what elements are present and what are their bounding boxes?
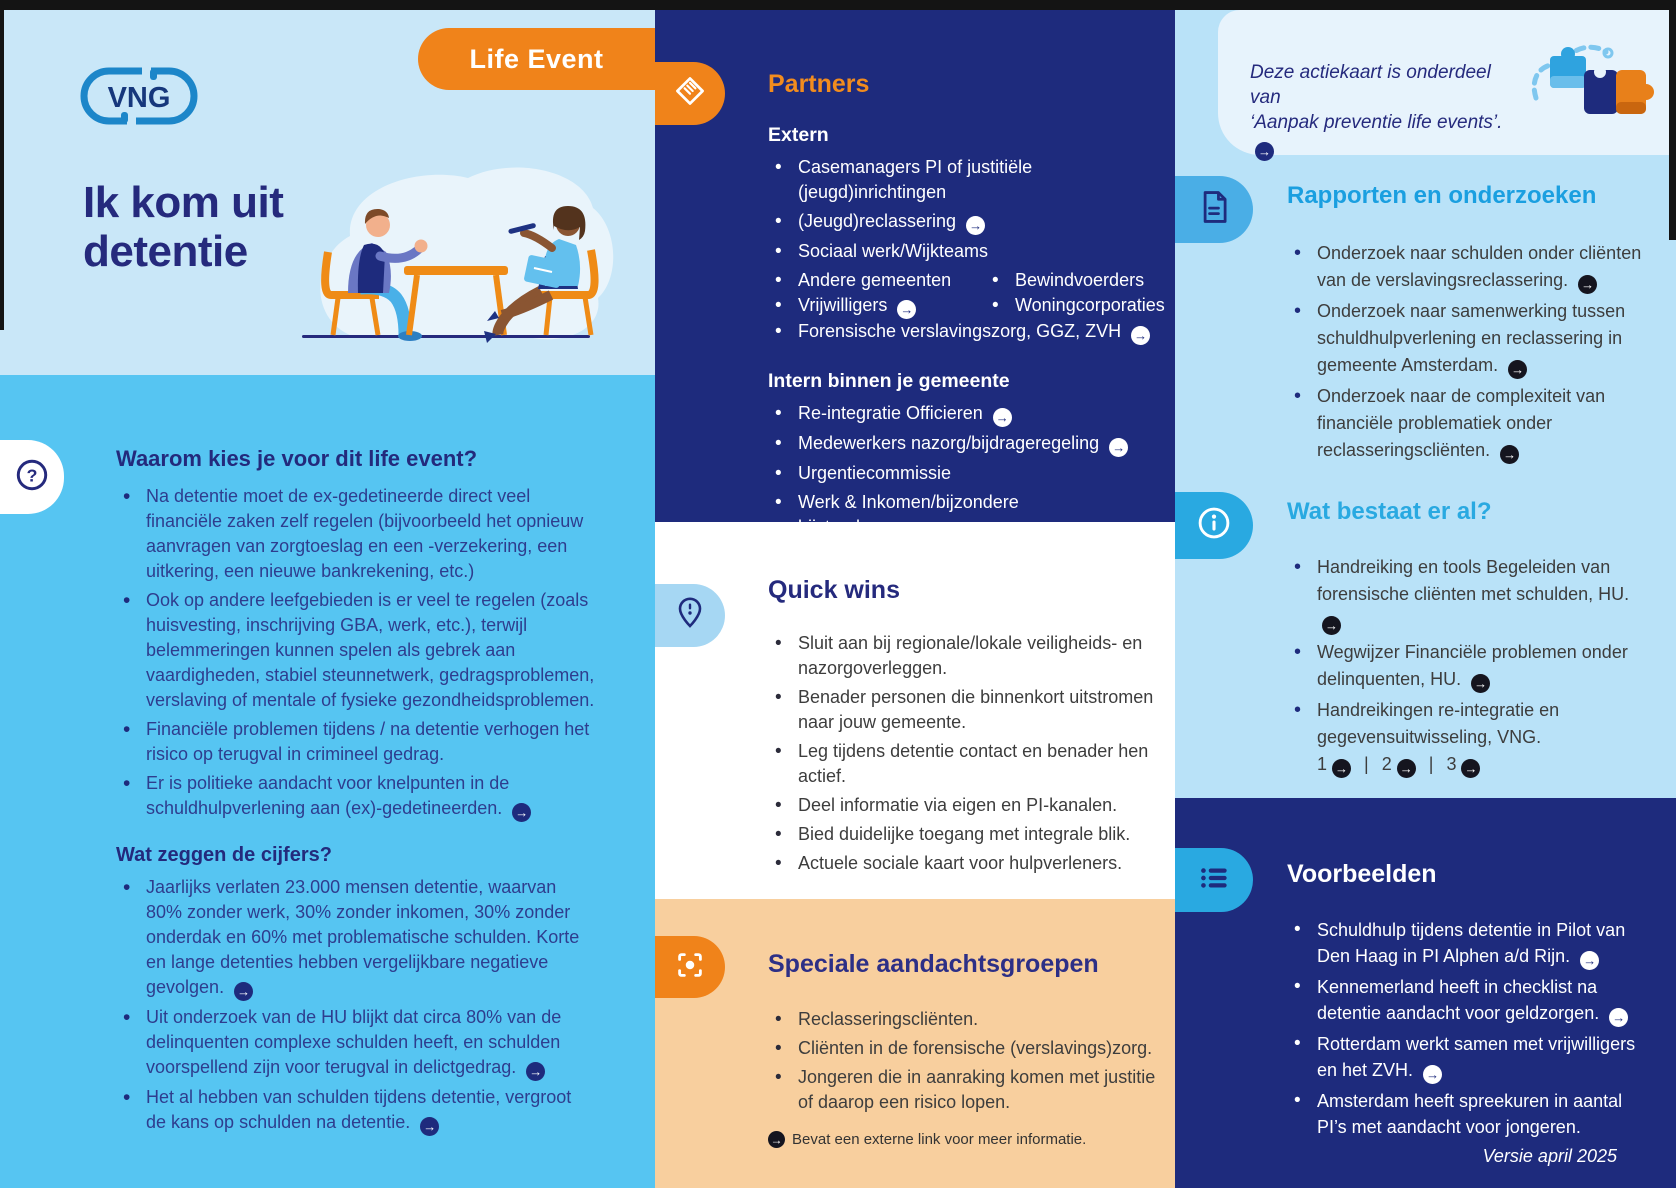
reports-section	[1287, 182, 1657, 468]
vng-logo	[80, 66, 198, 131]
vng-logo-text: VNG	[107, 82, 171, 114]
list-item: • Handreikingen re-integratie en gegevensuitwisseling, VNG. 1 → | 2 → | 3 →	[1287, 697, 1647, 778]
list-item: • Benader personen die binnenkort uitstromen naar jouw gemeente.	[768, 685, 1163, 735]
list-item: • Actuele sociale kaart voor hulpverleners.	[768, 851, 1163, 876]
document-icon	[1194, 187, 1234, 232]
list-item: • Onderzoek naar de complexiteit van financiële problematiek onder reclasseringscliënten. →	[1287, 383, 1647, 464]
special-heading: Speciale aandachtsgroepen	[768, 950, 1099, 978]
list-item: • Sluit aan bij regionale/lokale veiligheids- en nazorgoverleggen.	[768, 631, 1163, 681]
pin-exclamation-icon	[672, 595, 708, 636]
external-link-note: → Bevat een externe link voor meer informatie.	[768, 1131, 1168, 1148]
list-item: • Andere gemeenten	[768, 268, 985, 293]
list-item: • Jaarlijks verlaten 23.000 mensen detentie, waarvan 80% zonder werk, 30% zonder inkomen, 30% zonder onderdak en 60% met problematische schulden. Korte en lange detenties hebben vergelijkbare negatieve gevolgen. →	[116, 875, 596, 1001]
list-item: • Leg tijdens detentie contact en benader hen actief.	[768, 739, 1163, 789]
link-number[interactable]: 3	[1446, 754, 1457, 774]
external-link-arrow-icon[interactable]: →	[966, 216, 985, 235]
list-item: • Forensische verslavingszorg, GGZ, ZVH →	[768, 319, 1078, 345]
external-link-arrow-icon[interactable]: →	[1471, 674, 1490, 693]
external-link-arrow-icon: →	[768, 1131, 785, 1148]
list-item: • Rotterdam werkt samen met vrijwilligers en het ZVH. →	[1287, 1031, 1642, 1084]
list-item: • Jongeren die in aanraking komen met justitie of daarop een risico lopen.	[768, 1065, 1158, 1115]
external-link-arrow-icon[interactable]: →	[1578, 275, 1597, 294]
partners-section	[768, 70, 1168, 544]
list-item: • (Jeugd)reclassering →	[768, 209, 1078, 235]
existing-section	[1287, 498, 1657, 782]
external-link-arrow-icon[interactable]: →	[1508, 360, 1527, 379]
why-heading: Waarom kies je voor dit life event?	[116, 446, 478, 471]
external-link-arrow-icon[interactable]: →	[420, 1117, 439, 1136]
reports-section-tab	[1175, 176, 1253, 243]
external-link-arrow-icon[interactable]: →	[1109, 438, 1128, 457]
numbered-links-line: 1 → | 2 → | 3 →	[1317, 751, 1647, 778]
list-item: • Sociaal werk/Wijkteams	[768, 239, 1078, 264]
list-item: • Amsterdam heeft spreekuren in aantal PI’s met aandacht voor jongeren.	[1287, 1088, 1642, 1140]
list-item: • Onderzoek naar schulden onder cliënten van de verslavingsreclassering. →	[1287, 240, 1647, 294]
meta-line2: ‘Aanpak preventie life events’. →	[1250, 112, 1503, 159]
existing-list	[1287, 554, 1647, 778]
list-item: • Ook op andere leefgebieden is er veel te regelen (zoals huisvesting, inschrijving GBA, werk, etc.), terwijl belemmeringen kunnen spelen als gebrek aan vaardigheden, stabiel steunnetwerk, gedragsproblemen, verslaving of mentale of fysieke gezondheidsproblemen.	[116, 588, 596, 713]
intern-heading: Intern binnen je gemeente	[768, 370, 1010, 392]
list-item: • Na detentie moet de ex-gedetineerde direct veel financiële zaken zelf regelen (bijvoorbeeld het opnieuw aanvragen van zorgtoeslag en een -verzekering, een uitkering, een nieuwe bankrekening, etc.)	[116, 484, 596, 584]
question-icon	[13, 456, 51, 499]
life-event-badge	[418, 28, 655, 90]
external-link-arrow-icon[interactable]: →	[526, 1062, 545, 1081]
external-link-arrow-icon[interactable]: →	[234, 982, 253, 1001]
puzzle-pieces-icon	[1528, 32, 1656, 129]
list-icon	[1195, 859, 1233, 902]
extern-list	[768, 155, 1078, 264]
list-item: • Het al hebben van schulden tijdens detentie, vergroot de kans op schulden na detentie. →	[116, 1085, 596, 1136]
page-title: Ik kom uit detentie	[83, 178, 284, 276]
link-number[interactable]: 1	[1317, 754, 1328, 774]
meta-text	[1250, 60, 1510, 161]
focus-target-icon	[673, 948, 707, 987]
examples-heading: Voorbeelden	[1287, 860, 1437, 888]
list-item: • Onderzoek naar samenwerking tussen schuldhulpverlening en reclassering in gemeente Amsterdam. →	[1287, 298, 1647, 379]
list-item: • Financiële problemen tijdens / na detentie verhogen het risico op terugval in crimineel gedrag.	[116, 717, 596, 767]
external-link-arrow-icon[interactable]: →	[1131, 326, 1150, 345]
meta-line1: Deze actiekaart is onderdeel van	[1250, 62, 1491, 108]
version-label: Versie april 2025	[1482, 1146, 1617, 1166]
examples-section	[1287, 860, 1662, 1144]
partners-heading: Partners	[768, 70, 870, 98]
list-item: • Re-integratie Officieren →	[768, 401, 1078, 427]
handshake-icon	[672, 73, 708, 114]
list-item: • Wegwijzer Financiële problemen onder delinquenten, HU. →	[1287, 639, 1647, 693]
external-link-arrow-icon[interactable]: →	[512, 803, 531, 822]
external-link-arrow-icon[interactable]: →	[993, 408, 1012, 427]
reports-list	[1287, 240, 1647, 464]
external-link-arrow-icon[interactable]: →	[1609, 1008, 1628, 1027]
external-link-arrow-icon[interactable]: →	[1500, 445, 1519, 464]
svg-text:?: ?	[26, 464, 38, 485]
list-item: • Bewindvoerders	[985, 268, 1144, 293]
existing-section-tab	[1175, 492, 1253, 559]
quickwins-list	[768, 631, 1163, 876]
external-link-arrow-icon[interactable]: →	[1423, 1065, 1442, 1084]
list-item: • Reclasseringscliënten.	[768, 1007, 1158, 1032]
badge-label: Life Event	[469, 43, 604, 74]
extern-two-col-row	[768, 268, 1168, 293]
list-item: • Uit onderzoek van de HU blijkt dat circa 80% van de delinquenten complexe schulden heeft, en schulden voorspellend zijn voor terugval in delictgedrag. →	[116, 1005, 596, 1081]
list-item: • Schuldhulp tijdens detentie in Pilot van Den Haag in PI Alphen a/d Rijn. →	[1287, 917, 1642, 970]
quickwins-section	[768, 576, 1168, 880]
extern-heading: Extern	[768, 124, 829, 146]
list-item: • Kennemerland heeft in checklist na detentie aandacht voor geldzorgen. →	[1287, 974, 1642, 1027]
scan-border-top	[0, 0, 1676, 10]
scan-border-left	[0, 0, 4, 330]
examples-section-tab	[1175, 848, 1253, 912]
stats-list	[116, 875, 596, 1136]
list-item: • Er is politieke aandacht voor knelpunten in de schuldhulpverlening aan (ex)-gedetineerden. →	[116, 771, 596, 822]
list-item: • Deel informatie via eigen en PI-kanalen.	[768, 793, 1163, 818]
external-link-arrow-icon[interactable]: →	[1255, 142, 1274, 161]
existing-heading: Wat bestaat er al?	[1287, 498, 1492, 525]
special-section	[768, 950, 1168, 1148]
list-item: • Vrijwilligers →	[768, 293, 985, 319]
reports-heading: Rapporten en onderzoeken	[1287, 182, 1597, 209]
list-item: • Werk & Inkomen/bijzondere bijstand	[768, 490, 1078, 540]
scan-border-right	[1669, 0, 1676, 240]
why-list	[116, 484, 596, 822]
stats-heading: Wat zeggen de cijfers?	[116, 844, 332, 866]
link-number[interactable]: 2	[1381, 754, 1392, 774]
quickwins-section-tab	[655, 584, 725, 647]
info-icon	[1194, 503, 1234, 548]
quickwins-heading: Quick wins	[768, 576, 900, 604]
partners-section-tab	[655, 62, 725, 125]
why-section	[116, 446, 621, 1140]
intern-list	[768, 401, 1126, 540]
external-link-arrow-icon[interactable]: →	[1397, 759, 1416, 778]
list-item: • Bied duidelijke toegang met integrale blik.	[768, 822, 1163, 847]
external-link-arrow-icon[interactable]: →	[897, 300, 916, 319]
extern-two-col-row	[768, 293, 1168, 319]
special-list	[768, 1007, 1158, 1115]
external-link-arrow-icon[interactable]: →	[1461, 759, 1480, 778]
why-section-tab	[0, 440, 64, 514]
examples-list	[1287, 917, 1642, 1140]
list-item: • Handreiking en tools Begeleiden van forensische cliënten met schulden, HU. →	[1287, 554, 1647, 635]
list-item: • Urgentiecommissie	[768, 461, 1078, 486]
external-link-arrow-icon[interactable]: →	[1580, 951, 1599, 970]
list-item: • Woningcorporaties	[985, 293, 1165, 319]
special-section-tab	[655, 936, 725, 998]
list-item: • Cliënten in de forensische (verslavings)zorg.	[768, 1036, 1158, 1061]
external-link-arrow-icon[interactable]: →	[1332, 759, 1351, 778]
list-item: • Casemanagers PI of justitiële (jeugd)inrichtingen	[768, 155, 1078, 205]
external-link-arrow-icon[interactable]: →	[1322, 616, 1341, 635]
consultation-illustration	[298, 148, 623, 358]
list-item: • Medewerkers nazorg/bijdrageregeling →	[768, 431, 1078, 457]
extern-list-cont	[768, 319, 1148, 345]
